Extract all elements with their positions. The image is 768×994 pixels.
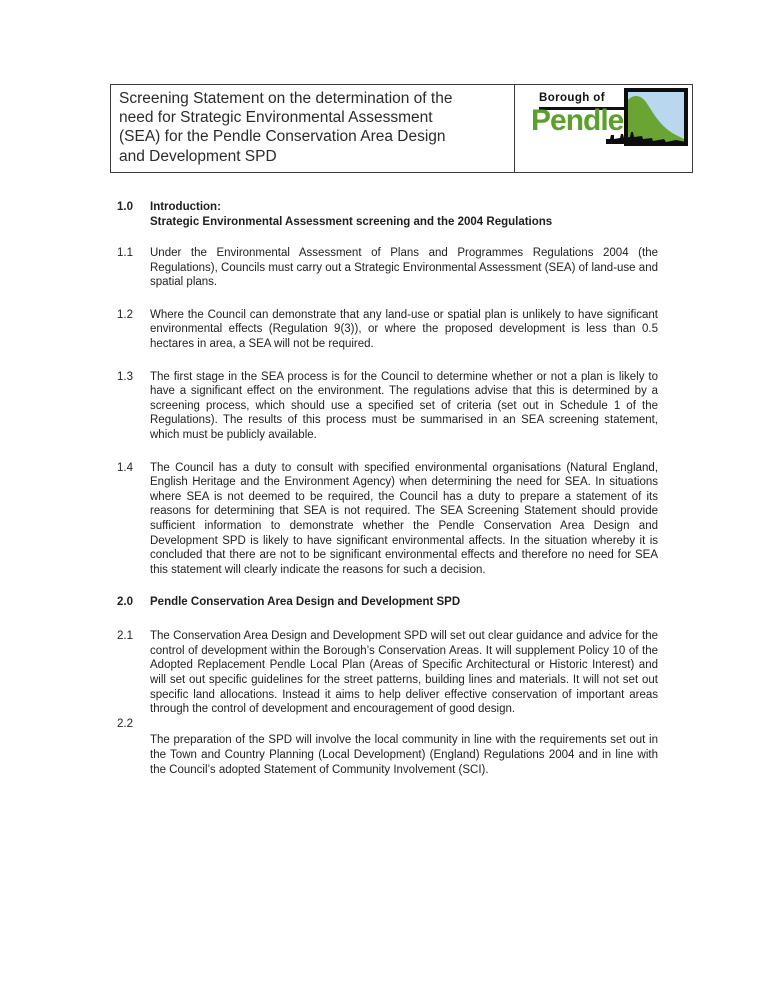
section-heading bbox=[150, 200, 658, 230]
section-heading-line: Pendle Conservation Area Design and Development SPD bbox=[150, 596, 461, 609]
paragraph: The Council has a duty to consult with specified environmental organisations (Natural England, English Heritage and the Environment Agency) when determining the need for SEA. In situations where SEA is not deemed to be required, the Council has a duty to prepare a statement of its reasons for determining that SEA is not required. The SEA Screening Statement should provide sufficient information to demonstrate whether the Pendle Conservation Area Design and Development SPD is likely to have significant environmental affects. In the situation whereby it is concluded that there are not to be significant environmental effects and therefore no need for SEA this statement will clearly indicate the reasons for such a decision. bbox=[150, 461, 658, 576]
document-title bbox=[111, 85, 515, 172]
paragraph: The first stage in the SEA process is for the Council to determine whether or not a plan is likely to have a significant effect on the environment. The regulations advise that this is determined by a screening process, which should use a specified set of criteria (set out in Schedule 1 of the Regulations). The results of this process must be summarised in an SEA screening statement, which must be publicly available. bbox=[150, 370, 658, 441]
document-title-line: (SEA) for the Pendle Conservation Area Design bbox=[119, 128, 446, 146]
section-2-0 bbox=[117, 595, 658, 610]
section-2-1 bbox=[117, 629, 658, 717]
section-number: 2.1 bbox=[117, 630, 133, 643]
section-1-1 bbox=[117, 246, 658, 290]
paragraph: Where the Council can demonstrate that any land-use or spatial plan is unlikely to have significant environmental effects (Regulation 9(3)), or where the proposed development is less than 0.5 hectares in area, a SEA will not be required. bbox=[150, 308, 658, 350]
section-2-2-number bbox=[117, 717, 658, 732]
section-1-3 bbox=[117, 370, 658, 443]
section-number: 1.1 bbox=[117, 247, 133, 259]
section-number: 1.2 bbox=[117, 308, 133, 321]
section-1-2 bbox=[117, 308, 658, 352]
document-body bbox=[117, 200, 658, 795]
section-number: 1.3 bbox=[117, 370, 133, 383]
section-number: 2.0 bbox=[117, 596, 133, 609]
logo-pendle-text: Pendle bbox=[531, 104, 624, 137]
pendle-hill-logo-image bbox=[606, 88, 688, 152]
section-heading-line: Strategic Environmental Assessment screening and the 2004 Regulations bbox=[150, 216, 553, 228]
section-1-0 bbox=[117, 200, 658, 230]
borough-of-pendle-logo bbox=[515, 85, 692, 172]
section-1-4 bbox=[117, 461, 658, 578]
document-title-line: Screening Statement on the determination of the bbox=[119, 90, 453, 107]
section-number: 1.0 bbox=[117, 201, 133, 213]
paragraph: The Conservation Area Design and Development SPD will set out clear guidance and advice for the control of development within the Borough’s Conservation Areas. It will supplement Policy 10 of the Adopted Replacement Pendle Local Plan (Areas of Specific Architectural or Historic Interest) and will set out specific guidelines for the street patterns, building lines and materials. It will not set out specific land allocations. Instead it aims to help deliver effective conservation of important areas through the control of development and encouragement of good design. bbox=[150, 630, 658, 716]
paragraph: The preparation of the SPD will involve the local community in line with the requirements set out in the Town and Country Planning (Local Development) (England) Regulations 2004 and in line with the Council’s adopted Statement of Community Involvement (SCI). bbox=[150, 734, 658, 776]
section-number: 1.4 bbox=[117, 461, 133, 474]
document-title-line: and Development SPD bbox=[119, 147, 277, 165]
section-number-spacer bbox=[117, 733, 150, 777]
logo-borough-of-text: Borough of bbox=[539, 92, 605, 104]
section-heading-line: Introduction: bbox=[150, 201, 221, 213]
section-2-2 bbox=[117, 733, 658, 777]
section-number: 2.2 bbox=[117, 717, 133, 730]
paragraph: Under the Environmental Assessment of Plans and Programmes Regulations 2004 (the Regulations), Councils must carry out a Strategic Environmental Assessment (SEA) of land-use and spatial plans. bbox=[150, 247, 658, 289]
document-header-box bbox=[110, 84, 693, 173]
logo-wrap bbox=[519, 88, 688, 159]
document-title-line: need for Strategic Environmental Assessment bbox=[119, 109, 433, 127]
